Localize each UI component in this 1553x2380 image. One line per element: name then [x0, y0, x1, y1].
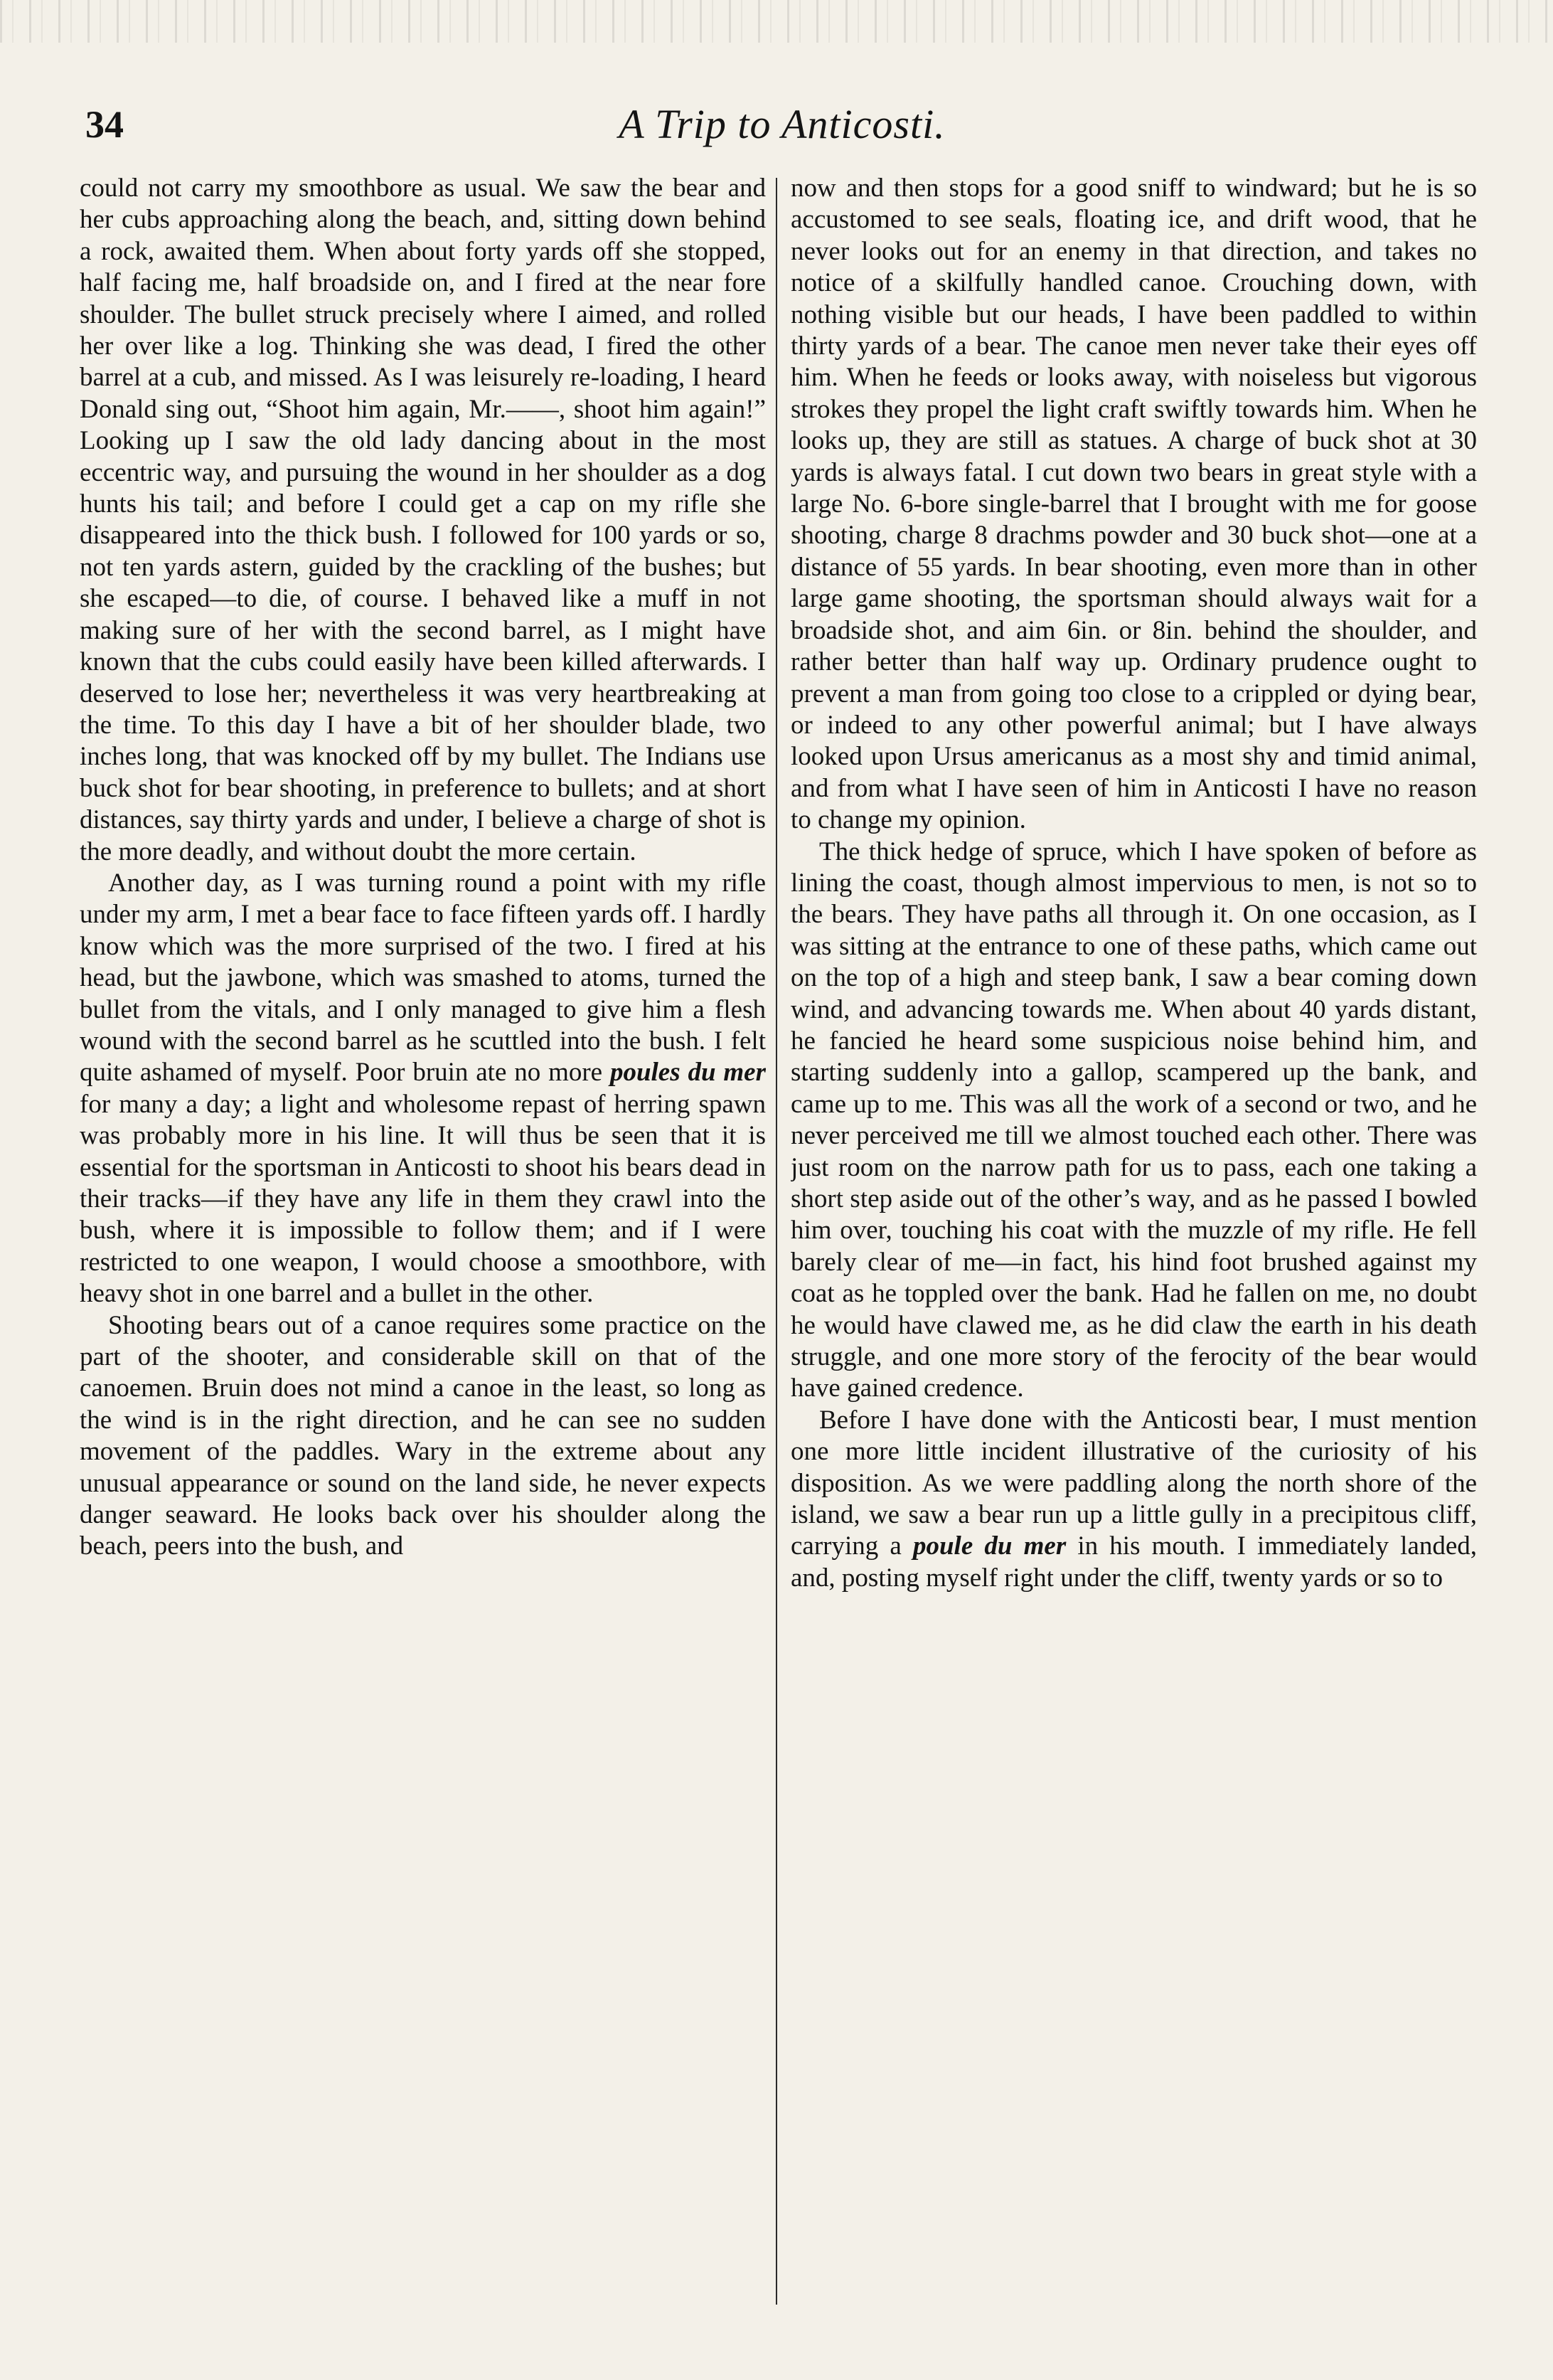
- text-segment: for many a day; a light and wholesome repast of herring spawn was probably more in his line. It will thus be seen that it is essential for the sportsman in Anticosti to shoot his bears dead in their tracks—if they have any life in them they crawl into the bush, where it is impossible to follow them; and if I were restricted to one weapon, I would choose a smoothbore, with heavy shot in one barrel and a bullet in the other.: [80, 1089, 766, 1309]
- running-title: A Trip to Anticosti.: [619, 101, 946, 147]
- paragraph: [80, 1310, 766, 1563]
- page-number: 34: [85, 103, 124, 146]
- page-edge-speckle: [0, 0, 1553, 43]
- right-text-column: [791, 173, 1477, 2307]
- italic-phrase: poule du mer: [912, 1531, 1067, 1561]
- left-text-column: [80, 173, 766, 2307]
- text-segment: now and then stops for a good sniff to windward; but he is so accustomed to see seals, floating ice, and drift wood, that he never looks out for an enemy in that direction, and takes no notice of a skilfully handled canoe. Crouching down, with nothing visible but our heads, I have been paddled to within thirty yards of a bear. The canoe men never take their eyes off him. When he feeds or looks away, with noiseless but vigorous strokes they propel the light craft swiftly towards him. When he looks up, they are still as statues. A charge of buck shot at 30 yards is always fatal. I cut down two bears in great style with a large No. 6-bore single-barrel that I brought with me for goose shooting, charge 8 drachms powder and 30 buck shot—one at a distance of 55 yards. In bear shooting, even more than in other large game shooting, the sportsman should always wait for a broadside shot, and aim 6in. or 8in. behind the shoulder, and rather better than half way up. Ordinary prudence ought to prevent a man from going too close to a crippled or dying bear, or indeed to any other powerful animal; but I have always looked upon Ursus americanus as a most shy and timid animal, and from what I have seen of him in Anticosti I have no reason to change my opinion.: [791, 174, 1477, 835]
- text-segment: could not carry my smoothbore as usual. We saw the bear and her cubs approaching along the beach, and, sitting down behind a rock, awaited them. When about forty yards off she stopped, half facing me, half broadside on, and I fired at the near fore shoulder. The bullet struck precisely where I aimed, and rolled her over like a log. Thinking she was dead, I fired the other barrel at a cub, and missed. As I was leisurely re-loading, I heard Donald sing out, “Shoot him again, Mr.——, shoot him again!” Looking up I saw the old lady dancing about in the most eccentric way, and pursuing the wound in her shoulder as a dog hunts his tail; and before I could get a cap on my rifle she disappeared into the thick bush. I followed for 100 yards or so, not ten yards astern, guided by the crackling of the bushes; but she escaped—to die, of course. I behaved like a muff in not making sure of her with the second barrel, as I might have known that the cubs could easily have been killed afterwards. I deserved to lose her; nevertheless it was very heartbreaking at the time. To this day I have a bit of her shoulder blade, two inches long, that was knocked off by my bullet. The Indians use buck shot for bear shooting, in preference to bullets; and at short distances, say thirty yards and under, I believe a charge of shot is the more deadly, and without doubt the more certain.: [80, 174, 766, 866]
- italic-phrase: poules du mer: [609, 1058, 766, 1088]
- column-divider: [776, 178, 777, 2305]
- paragraph: [791, 836, 1477, 1405]
- text-segment: Another day, as I was turning round a point with my rifle under my arm, I met a bear face to face fifteen yards off. I hardly know which was the more surprised of the two. I fired at his head, but the jawbone, which was smashed to atoms, turned the bullet from the vitals, and I only managed to give him a flesh wound with the second barrel as he scuttled into the bush. I felt quite ashamed of myself. Poor bruin ate no more: [80, 868, 766, 1088]
- page-header: [85, 92, 1479, 156]
- paragraph: [791, 173, 1477, 836]
- text-segment: in his mouth. I immediately landed, and, posting myself right under the cliff, twenty yards or so to: [791, 1531, 1477, 1593]
- paragraph: [80, 173, 766, 868]
- text-segment: The thick hedge of spruce, which I have spoken of before as lining the coast, though almost impervious to men, is not so to the bears. They have paths all through it. On one occasion, as I was sitting at the entrance to one of these paths, which came out on the top of a high and steep bank, I saw a bear coming down wind, and advancing towards me. When about 40 yards distant, he fancied he heard some suspicious noise behind him, and starting suddenly into a gallop, scampered up the bank, and came up to me. This was all the work of a second or two, and he never perceived me till we almost touched each other. There was just room on the narrow path for us to pass, each one taking a short step aside out of the other’s way, and as he passed I bowled him over, touching his coat with the muzzle of my rifle. He fell barely clear of me—in fact, his hind foot brushed against my coat as he toppled over the bank. Had he fallen on me, no doubt he would have clawed me, as he did claw the earth in his death struggle, and one more story of the ferocity of the bear would have gained credence.: [791, 836, 1477, 1403]
- text-segment: Before I have done with the Anticosti bear, I must mention one more little incident illustrative of the curiosity of his disposition. As we were paddling along the north shore of the island, we saw a bear run up a little gully in a precipitous cliff, carrying a: [791, 1405, 1477, 1561]
- text-segment: Shooting bears out of a canoe requires some practice on the part of the shooter, and considerable skill on that of the canoemen. Bruin does not mind a canoe in the least, so long as the wind is in the right direction, and he can see no sudden movement of the paddles. Wary in the extreme about any unusual appearance or sound on the land side, he never expects danger seaward. He looks back over his shoulder along the beach, peers into the bush, and: [80, 1310, 766, 1561]
- paragraph: [791, 1405, 1477, 1594]
- paragraph: [80, 868, 766, 1310]
